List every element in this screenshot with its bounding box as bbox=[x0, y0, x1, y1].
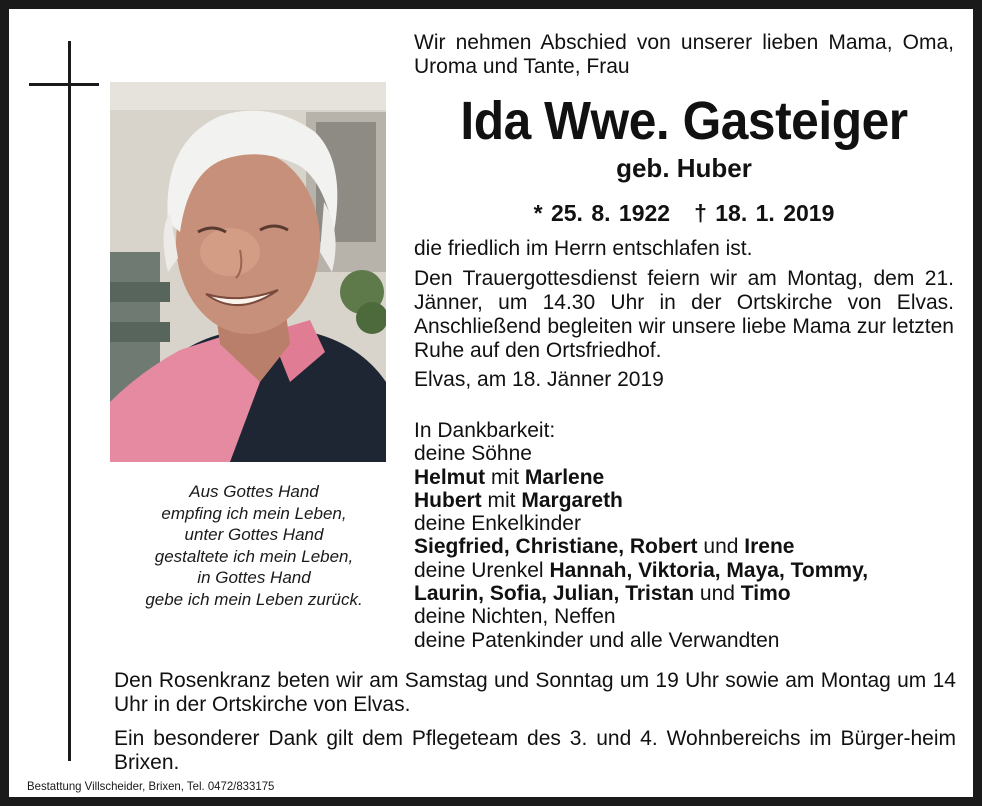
death-date: † 18. 1. 2019 bbox=[694, 200, 835, 226]
family-list bbox=[414, 419, 954, 652]
nieces-line: deine Nichten, Neffen bbox=[414, 605, 616, 629]
maiden-name: geb. Huber bbox=[616, 153, 752, 183]
with-word: mit bbox=[487, 488, 516, 512]
son-name: Helmut bbox=[414, 465, 486, 489]
passed-text: die friedlich im Herrn entschlafen ist. bbox=[414, 237, 753, 260]
great-names-2: Laurin, Sofia, Julian, Tristan bbox=[414, 582, 695, 606]
great-last: Timo bbox=[740, 582, 791, 606]
son-name: Hubert bbox=[414, 488, 482, 512]
son-line bbox=[414, 466, 954, 489]
poem-line: in Gottes Hand bbox=[197, 568, 311, 587]
funeral-text: Den Trauergottesdienst feiern wir am Montag, dem 21. Jänner, um 14.30 Uhr in der Ortskirche von Elvas. Anschließend begleiten wir unsere liebe Mama zur letzten Ruhe auf den Ortsfriedhof. bbox=[414, 267, 954, 362]
portrait-photo bbox=[110, 82, 386, 462]
grandchildren-names: Siegfried, Christiane, Robert bbox=[414, 535, 698, 559]
great-grandchildren-line-2 bbox=[414, 582, 954, 605]
with-word: mit bbox=[491, 465, 520, 489]
poem-line: unter Gottes Hand bbox=[184, 525, 324, 544]
great-names-1: Hannah, Viktoria, Maya, Tommy, bbox=[549, 558, 869, 582]
birth-date: * 25. 8. 1922 bbox=[533, 200, 671, 226]
son-line bbox=[414, 489, 954, 512]
cross-horizontal-bar bbox=[29, 83, 99, 86]
poem-line: gestaltete ich mein Leben, bbox=[154, 546, 354, 566]
intro-text: Wir nehmen Abschied von unserer lieben Mama, Oma, Uroma und Tante, Frau bbox=[414, 31, 954, 78]
poem-line: gebe ich mein Leben zurück. bbox=[145, 589, 363, 609]
place-date: Elvas, am 18. Jänner 2019 bbox=[414, 368, 664, 391]
poem bbox=[115, 481, 393, 610]
deceased-name: Ida Wwe. Gasteiger bbox=[460, 91, 908, 151]
grandchildren-line bbox=[414, 535, 954, 558]
and-word: und bbox=[699, 582, 735, 606]
great-label: deine Urenkel bbox=[414, 558, 544, 582]
family-heading: In Dankbarkeit: bbox=[414, 419, 556, 442]
poem-line: empfing ich mein Leben, bbox=[161, 503, 347, 523]
portrait-illustration bbox=[110, 82, 386, 462]
godchildren-line: deine Patenkinder und alle Verwandten bbox=[414, 628, 780, 652]
rosary-text: Den Rosenkranz beten wir am Samstag und Sonntag um 19 Uhr sowie am Montag um 14 Uhr in der Ortskirche von Elvas. bbox=[114, 669, 956, 716]
cross-vertical-bar bbox=[68, 41, 71, 761]
grandchildren-label: deine Enkelkinder bbox=[414, 512, 581, 536]
partner-name: Margareth bbox=[521, 488, 623, 512]
poem-line: Aus Gottes Hand bbox=[189, 482, 319, 501]
grandchild-last: Irene bbox=[744, 535, 795, 559]
great-grandchildren-line bbox=[414, 559, 954, 582]
funeral-home-footer: Bestattung Villscheider, Brixen, Tel. 0472/833175 bbox=[27, 779, 275, 793]
life-dates bbox=[414, 200, 954, 226]
and-word: und bbox=[703, 535, 739, 559]
sons-label: deine Söhne bbox=[414, 442, 532, 466]
partner-name: Marlene bbox=[524, 465, 605, 489]
thanks-text: Ein besonderer Dank gilt dem Pflegeteam des 3. und 4. Wohnbereichs im Bürger-heim Brixen. bbox=[114, 727, 956, 774]
